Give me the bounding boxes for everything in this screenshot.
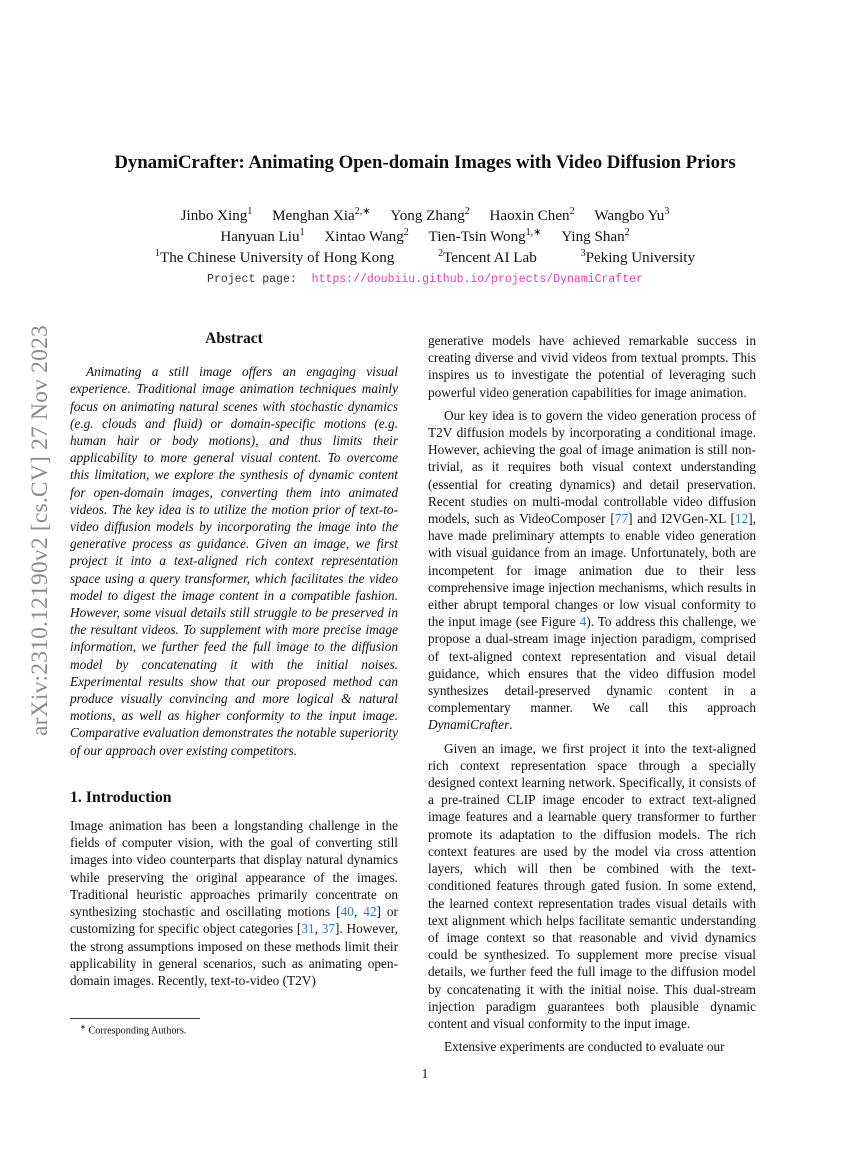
intro-paragraph: Extensive experiments are conducted to evaluate our <box>444 1039 725 1055</box>
citation-link[interactable]: 42 <box>363 904 377 920</box>
page-number: 1 <box>421 1066 429 1081</box>
author-name: Menghan Xia$^{2,∗}$ <box>272 205 371 224</box>
left-column <box>70 330 398 989</box>
intro-paragraph: Image animation has been a longstanding challenge in the fields of computer vision, with the goal of converting still images into video counterparts that display natural dynamics while preserving the original appearance of the images. Traditional heuristic approaches primarily concentrate on synthesizing stochastic and oscillating motions [40, 42] or customizing for specific object categories [31, 37]. However, the strong assumptions imposed on these methods limit their applicability in general scenarios, such as animating open-domain images. Recently, text-to-video (T2V) <box>70 818 398 988</box>
intro-paragraph: Given an image, we first project it into the text-aligned rich context representation space through a specially designed context learning network. Specifically, it consists of a pre-trained CLIP image encoder to extract text-aligned image features and a learnable query transformer to further promote its adaptation to the diffusion models. The rich context features are used by the model via cross attention layers, which will then be combined with the text-conditioned features through gated fusion. In some extend, the learned context representation trades visual details with text alignment which helps facilitate semantic understanding of image context so that reasonable and vivid dynamics could be synthesized. To supplement more precise visual details, we further feed the full image to the diffusion model by concatenating it with the initial noise. This dual-stream injection paradigm guarantees both plausible dynamic content and visual conformity to the input image. <box>428 740 756 1031</box>
affiliation: $^2$Tencent AI Lab <box>438 247 537 266</box>
arxiv-id[interactable]: arXiv:2310.12190v2 [cs.CV] 27 Nov 2023 <box>26 324 53 736</box>
citation-link[interactable]: 31 <box>301 921 315 937</box>
figure-link[interactable]: 4 <box>579 614 587 630</box>
footnote-rule <box>70 1018 200 1019</box>
author-name: Xintao Wang$^2$ <box>324 226 409 245</box>
abstract-heading: Abstract <box>205 330 263 347</box>
citation-link[interactable]: 40 <box>340 904 354 920</box>
project-label: Project page: <box>207 273 297 286</box>
author-name: Yong Zhang$^2$ <box>390 205 470 224</box>
affiliation: $^3$Peking University <box>580 247 695 266</box>
author-name: Haoxin Chen$^2$ <box>489 205 575 224</box>
author-name: Jinbo Xing$^1$ <box>180 205 253 224</box>
project-page <box>0 273 850 286</box>
citation-link[interactable]: 37 <box>321 921 335 937</box>
section-heading-introduction: 1. Introduction <box>70 788 172 806</box>
paper-title: DynamiCrafter: Animating Open-domain Images with Video Diffusion Priors <box>114 152 736 173</box>
author-block <box>0 206 850 269</box>
author-name: Ying Shan$^2$ <box>561 226 630 245</box>
intro-paragraph: Our key idea is to govern the video generation process of T2V diffusion models by incorporating a conditional image. However, achieving the goal of image animation is still non-trivial, as it requires both visual context understanding (essential for creating dynamics) and detail preservation. Recent studies on multi-modal controllable video diffusion models, such as VideoComposer [77] and I2VGen-XL [12], have made preliminary attempts to enable video generation with visual guidance from an image. Unfortunately, both are incompetent for image animation due to their less comprehensive image injection mechanisms, which results in either abrupt temporal changes or low visual conformity to the input image (see Figure 4). To address this challenge, we propose a dual-stream image injection paradigm, comprised of text-aligned context representation and visual detail guidance, which ensures that the video diffusion model synthesizes detail-preserved dynamic content in a complementary manner. We call this approach DynamiCrafter. <box>428 407 756 733</box>
author-line-2 <box>0 227 850 248</box>
affiliation-line <box>0 248 850 269</box>
abstract-body: Animating a still image offers an engaging visual experience. Traditional image animation techniques mainly focus on animating natural scenes with stochastic dynamics (e.g. clouds and fluid) or domain-specific motions (e.g. human hair or body motions), and thus limits their applicability to more general visual content. To overcome this limitation, we explore the synthesis of dynamic content for open-domain images, converting them into animated videos. The key idea is to utilize the motion prior of text-to-video diffusion models by incorporating the image into the generative process as guidance. Given an image, we first project it into a text-aligned rich context representation space using a query transformer, which facilitates the video model to digest the image content in a compatible fashion. However, some visual details still struggle to be preserved in the resultant videos. To supplement with more precise image information, we further feed the full image to the diffusion model by concatenating it with the initial noises. Experimental results show that our proposed method can produce visually convincing and more logical & natural motions, as well as higher conformity to the input image. Comparative evaluation demonstrates the notable superiority of our approach over existing competitors. <box>70 364 398 758</box>
author-name: Hanyuan Liu$^1$ <box>220 226 305 245</box>
footnote: ∗ Corresponding Authors. <box>80 1023 187 1037</box>
citation-link[interactable]: 12 <box>734 511 749 527</box>
method-name: DynamiCrafter <box>428 717 510 733</box>
citation-link[interactable]: 77 <box>614 511 629 527</box>
author-name: Tien-Tsin Wong$^{1,∗}$ <box>428 226 542 245</box>
intro-paragraph-continued: generative models have achieved remarkable success in creating diverse and vivid videos from textual prompts. This inspires us to investigate the potential of leveraging such powerful video generation capabilities for image animation. <box>428 333 756 400</box>
author-line-1 <box>0 206 850 227</box>
arxiv-sidebar <box>18 300 62 760</box>
project-link[interactable]: https://doubiiu.github.io/projects/DynamiCrafter <box>311 273 643 286</box>
right-column <box>428 332 756 1055</box>
author-name: Wangbo Yu$^3$ <box>594 205 670 224</box>
affiliation: $^1$The Chinese University of Hong Kong <box>154 247 395 266</box>
